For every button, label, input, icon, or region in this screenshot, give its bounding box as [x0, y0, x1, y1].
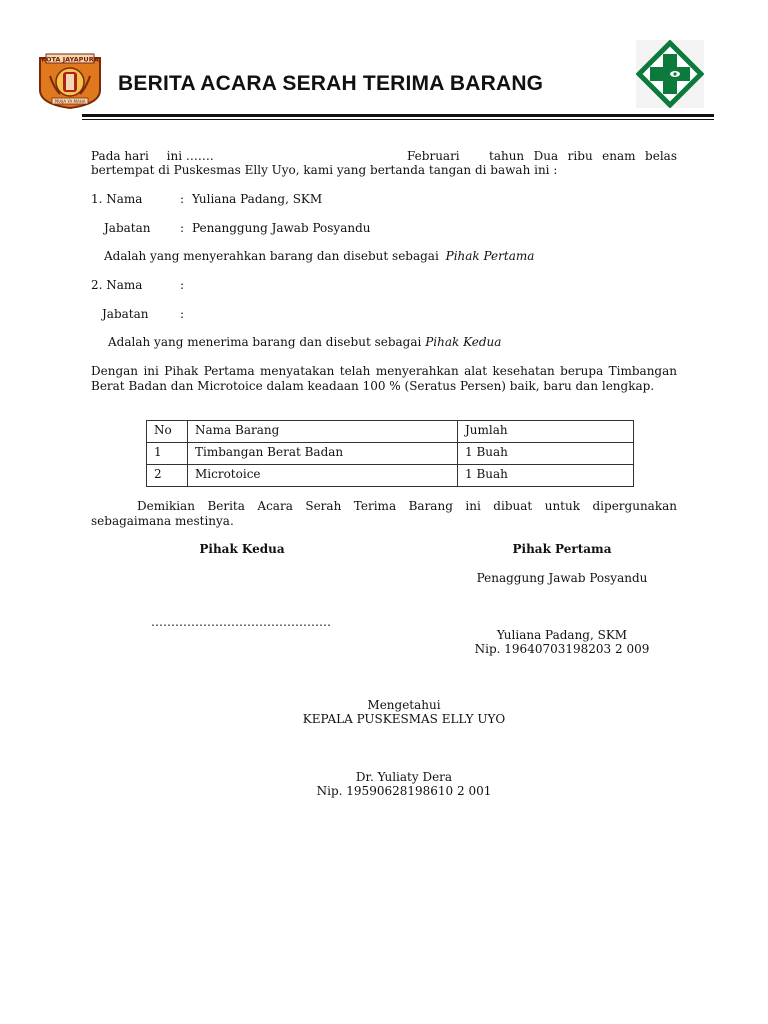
party1-name-label: 1. Nama	[91, 192, 143, 206]
signature-right-position: Penaggung Jawab Posyandu	[476, 571, 648, 585]
party1-role	[104, 249, 534, 263]
party1-position-value: Penanggung Jawab Posyandu	[192, 221, 371, 235]
svg-text:KOTA JAYAPURA: KOTA JAYAPURA	[41, 55, 99, 64]
table-cell-qty: 1 Buah	[458, 443, 634, 465]
puskesmas-cross-logo	[636, 40, 704, 108]
table-cell-name: Microtoice	[188, 465, 458, 487]
intro-line-1	[91, 149, 677, 163]
party1-role-name: Pihak Pertama	[445, 249, 535, 263]
logo-motto: PRAJA YA MAHA	[54, 99, 86, 104]
signature-right-nip: Nip. 19640703198203 2 009	[474, 642, 650, 656]
table-row	[147, 443, 634, 465]
party2-position-colon: :	[180, 307, 185, 321]
signature-right-title: Pihak Pertama	[512, 542, 612, 556]
acknowledge-name: Dr. Yuliaty Dera	[355, 770, 453, 784]
party2-role	[108, 335, 501, 349]
intro-line-2: bertempat di Puskesmas Elly Uyo, kami yang bertanda tangan di bawah ini :	[91, 163, 558, 177]
table-cell-no: 2	[147, 465, 188, 487]
table-row	[147, 465, 634, 487]
table-header-no: No	[147, 421, 188, 443]
intro-month: Februari	[407, 149, 460, 163]
party1-role-text: Adalah yang menyerahkan barang dan disebut sebagai	[104, 249, 439, 263]
table-cell-qty: 1 Buah	[458, 465, 634, 487]
statement-paragraph: Dengan ini Pihak Pertama menyatakan telah menyerahkan alat kesehatan berupa Timbangan Berat Badan dan Microtoice dalam keadaan 100 % (Seratus Persen) baik, baru dan lengkap.	[91, 364, 677, 393]
header-rule-thin	[82, 119, 714, 120]
party2-role-name: Pihak Kedua	[425, 335, 502, 349]
acknowledge-label: Mengetahui	[367, 698, 441, 712]
intro-day-label: Pada hari	[91, 149, 149, 163]
party1-name-colon: :	[180, 192, 185, 206]
table-header-qty: Jumlah	[458, 421, 634, 443]
intro-day-value: ini …….	[166, 149, 214, 163]
signature-left-title: Pihak Kedua	[199, 542, 285, 556]
kota-jayapura-logo	[36, 52, 104, 110]
party1-position-colon: :	[180, 221, 185, 235]
acknowledge-nip: Nip. 19590628198610 2 001	[316, 784, 492, 798]
header-rule-thick	[82, 114, 714, 117]
signature-left-dots: ………………………………………	[151, 615, 331, 629]
party2-position-label: Jabatan	[102, 307, 149, 321]
signature-right-name: Yuliana Padang, SKM	[496, 628, 628, 642]
party1-position-label: Jabatan	[104, 221, 151, 235]
party2-role-text: Adalah yang menerima barang dan disebut sebagai	[108, 335, 422, 349]
document-title: BERITA ACARA SERAH TERIMA BARANG	[118, 72, 544, 95]
items-table	[146, 420, 634, 487]
table-cell-name: Timbangan Berat Badan	[188, 443, 458, 465]
intro-year: tahun Dua ribu enam belas	[489, 149, 677, 163]
table-cell-no: 1	[147, 443, 188, 465]
acknowledge-office: KEPALA PUSKESMAS ELLY UYO	[302, 712, 506, 726]
party2-name-label: 2. Nama	[91, 278, 143, 292]
closing-paragraph: Demikian Berita Acara Serah Terima Barang ini dibuat untuk dipergunakan sebagaimana mestinya.	[91, 499, 677, 528]
table-header-name: Nama Barang	[188, 421, 458, 443]
party1-name-value: Yuliana Padang, SKM	[192, 192, 323, 206]
party2-name-colon: :	[180, 278, 185, 292]
table-header-row	[147, 421, 634, 443]
